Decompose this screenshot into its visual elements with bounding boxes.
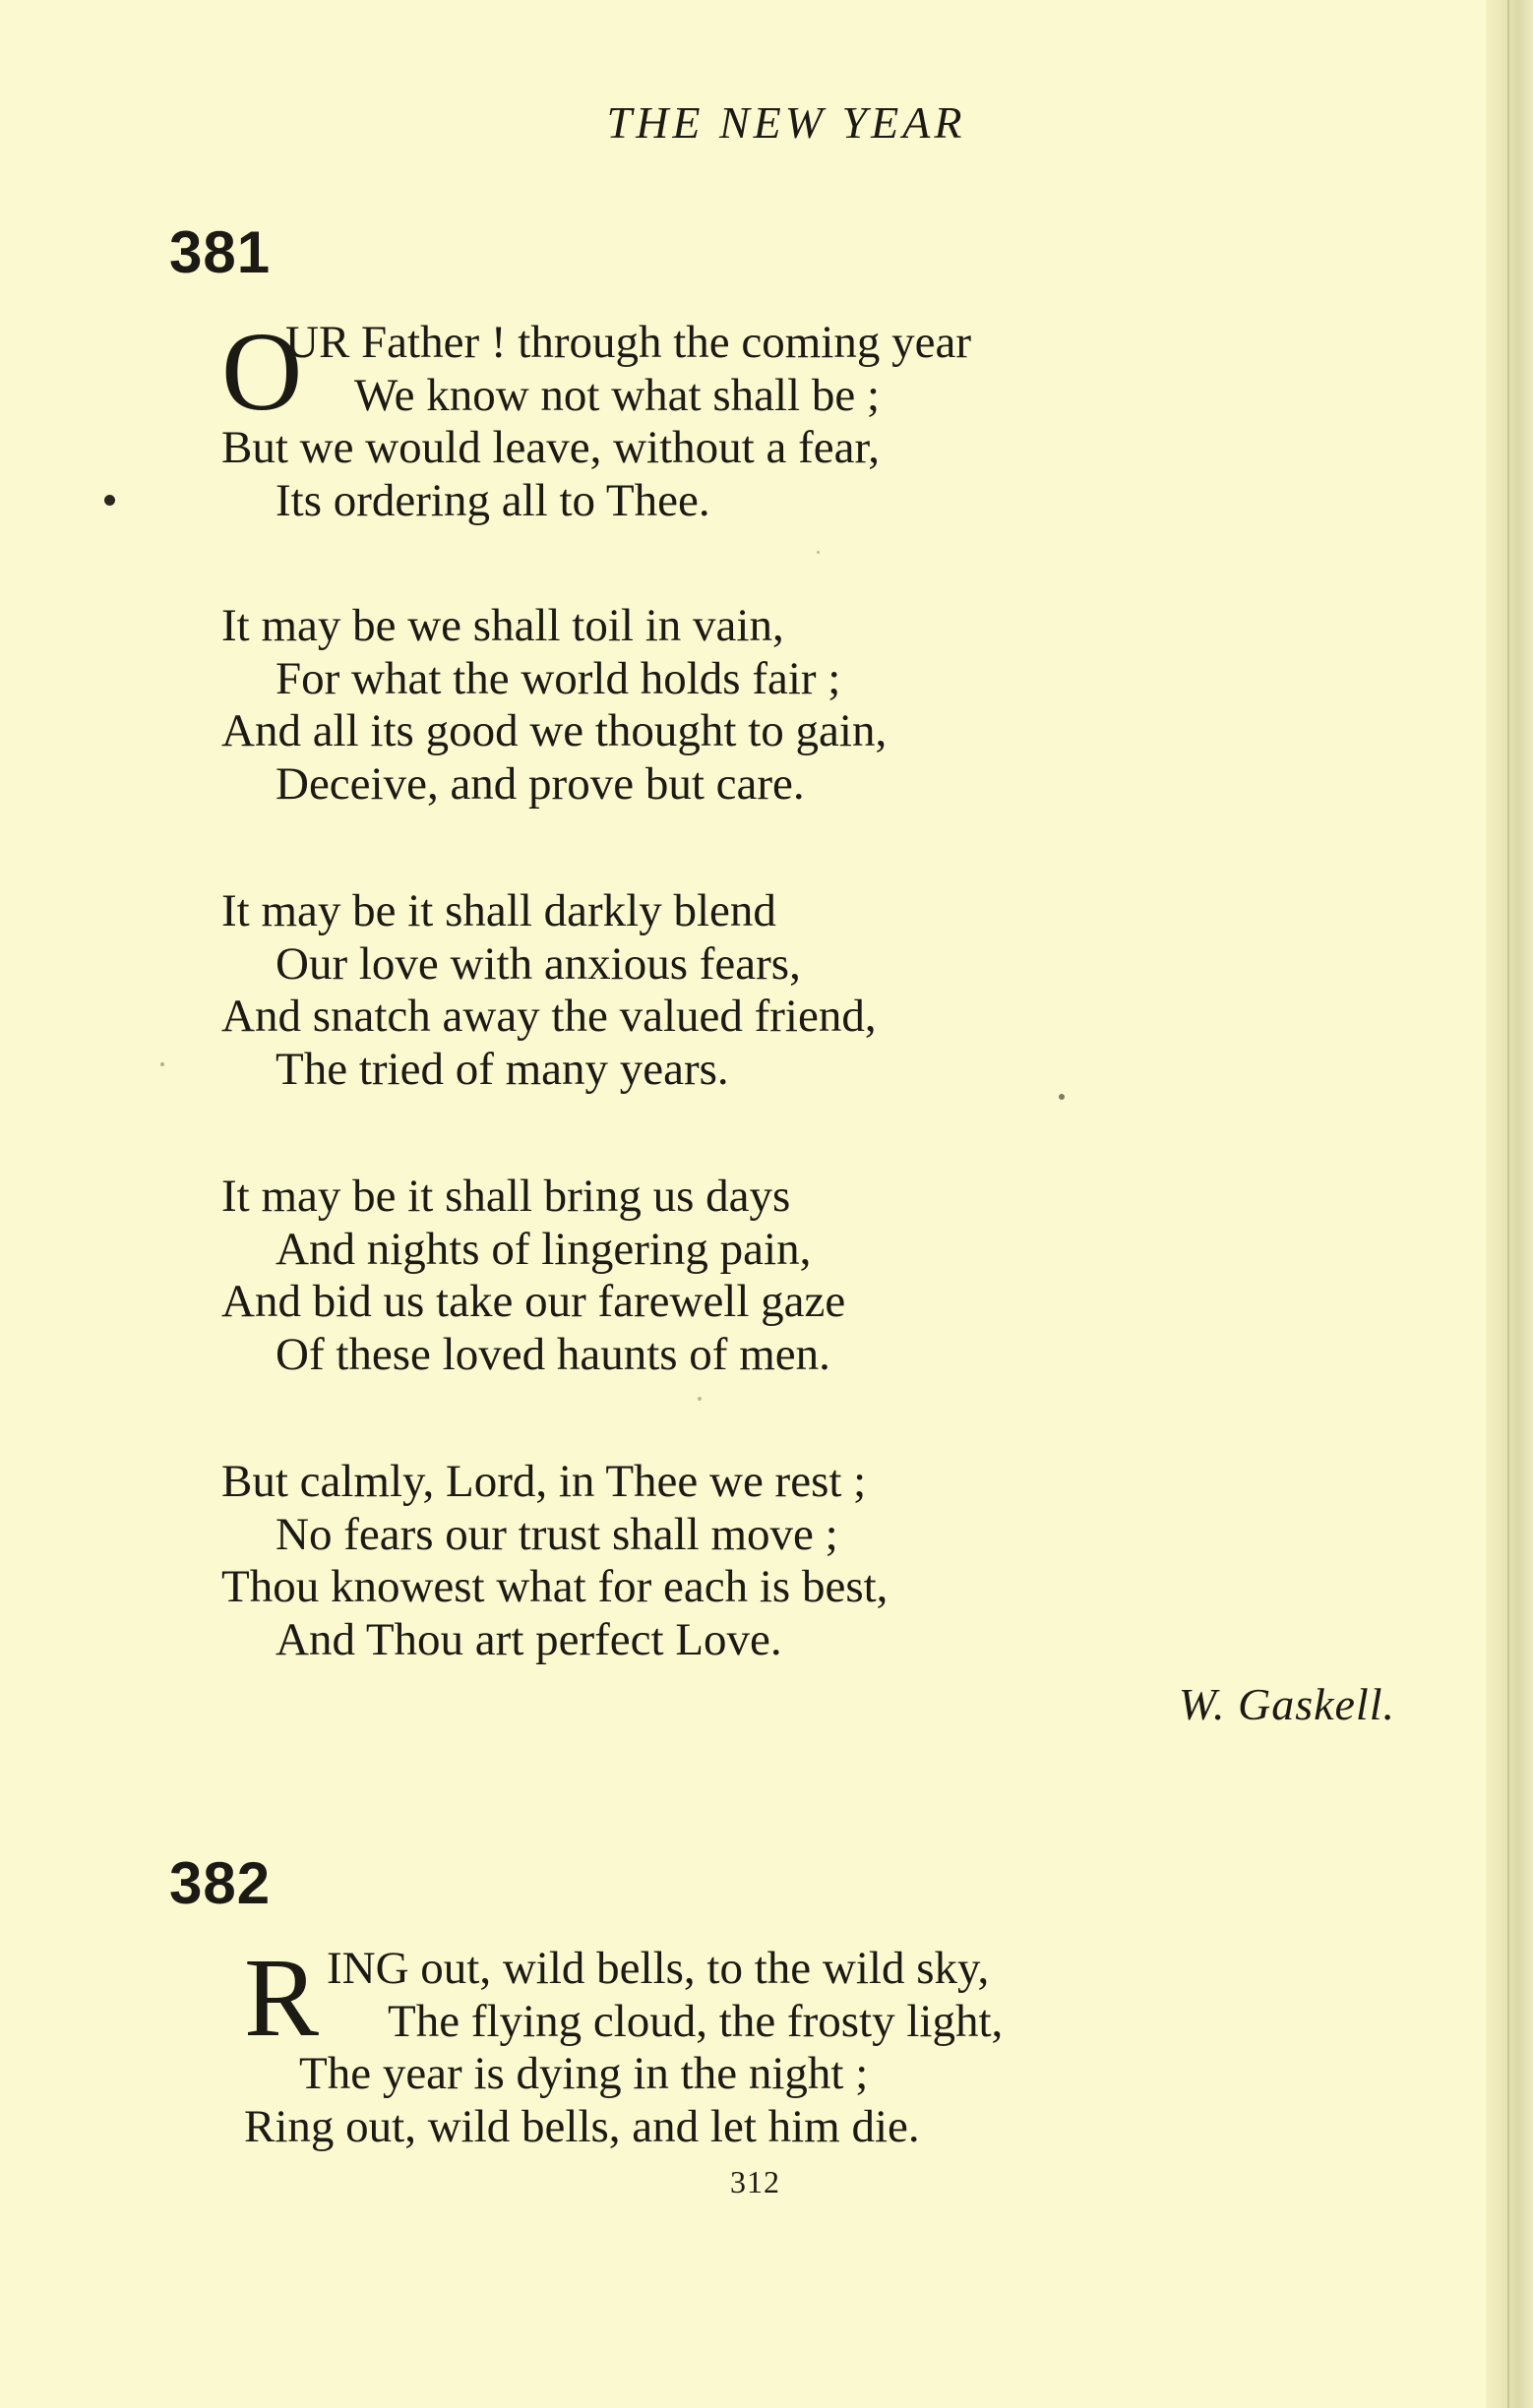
verse-line: ING out, wild bells, to the wild sky,: [327, 1943, 990, 1994]
page-number: 312: [730, 2164, 780, 2199]
verse-line: It may be it shall darkly blend: [221, 885, 776, 936]
verse-line: UR Father ! through the coming year: [285, 317, 971, 368]
hymn-381-stanza-3: [221, 885, 877, 1096]
hymn-381-stanza-1: [221, 309, 971, 527]
verse-line: Of these loved haunts of men.: [276, 1328, 830, 1380]
verse-line: But calmly, Lord, in Thee we rest ;: [221, 1456, 867, 1507]
hymn-number-381: 381: [169, 219, 272, 285]
verse-line: And all its good we thought to gain,: [221, 705, 888, 756]
hymn-382-stanza-1: [244, 1935, 1004, 2153]
print-speck: [160, 1062, 164, 1066]
verse-line: The tried of many years.: [276, 1043, 729, 1095]
verse-line: Deceive, and prove but care.: [276, 757, 805, 810]
verse-line: We know not what shall be ;: [354, 369, 881, 421]
verse-line: Its ordering all to Thee.: [276, 474, 710, 526]
verse-line: It may be it shall bring us days: [221, 1171, 791, 1222]
print-speck: [104, 495, 115, 506]
verse-line: For what the world holds fair ;: [276, 652, 841, 704]
verse-line: The flying cloud, the frosty light,: [388, 1995, 1004, 2047]
verse-line: No fears our trust shall move ;: [276, 1508, 838, 1560]
verse-line: It may be we shall toil in vain,: [221, 600, 784, 651]
hymn-number-382: 382: [169, 1850, 272, 1916]
running-head: THE NEW YEAR: [606, 97, 966, 148]
verse-line: Ring out, wild bells, and let him die.: [244, 2100, 920, 2152]
hymn-381-author: W. Gaskell.: [1178, 1679, 1395, 1729]
verse-line: But we would leave, without a fear,: [221, 422, 880, 473]
dropcap-letter: O: [221, 309, 303, 434]
verse-line: And snatch away the valued friend,: [221, 991, 877, 1042]
dropcap-letter: R: [244, 1935, 320, 2060]
verse-line: And Thou art perfect Love.: [276, 1613, 782, 1665]
hymn-381-stanza-5: [221, 1456, 888, 1666]
verse-line: The year is dying in the night ;: [299, 2048, 869, 2099]
print-speck: [817, 551, 820, 554]
page-edge-line: [1507, 0, 1509, 2408]
verse-line: Our love with anxious fears,: [276, 937, 801, 990]
verse-line: And bid us take our farewell gaze: [221, 1276, 846, 1327]
verse-line: And nights of lingering pain,: [276, 1223, 812, 1275]
page-edge: [1486, 0, 1533, 2408]
dropcap-block: [244, 1935, 1004, 2060]
hymn-381-stanza-2: [221, 600, 887, 811]
print-speck: [1059, 1094, 1065, 1100]
hymn-381-stanza-4: [221, 1171, 845, 1381]
verse-line: Thou knowest what for each is best,: [221, 1561, 889, 1612]
print-speck: [698, 1397, 702, 1401]
dropcap-block: [221, 309, 971, 434]
